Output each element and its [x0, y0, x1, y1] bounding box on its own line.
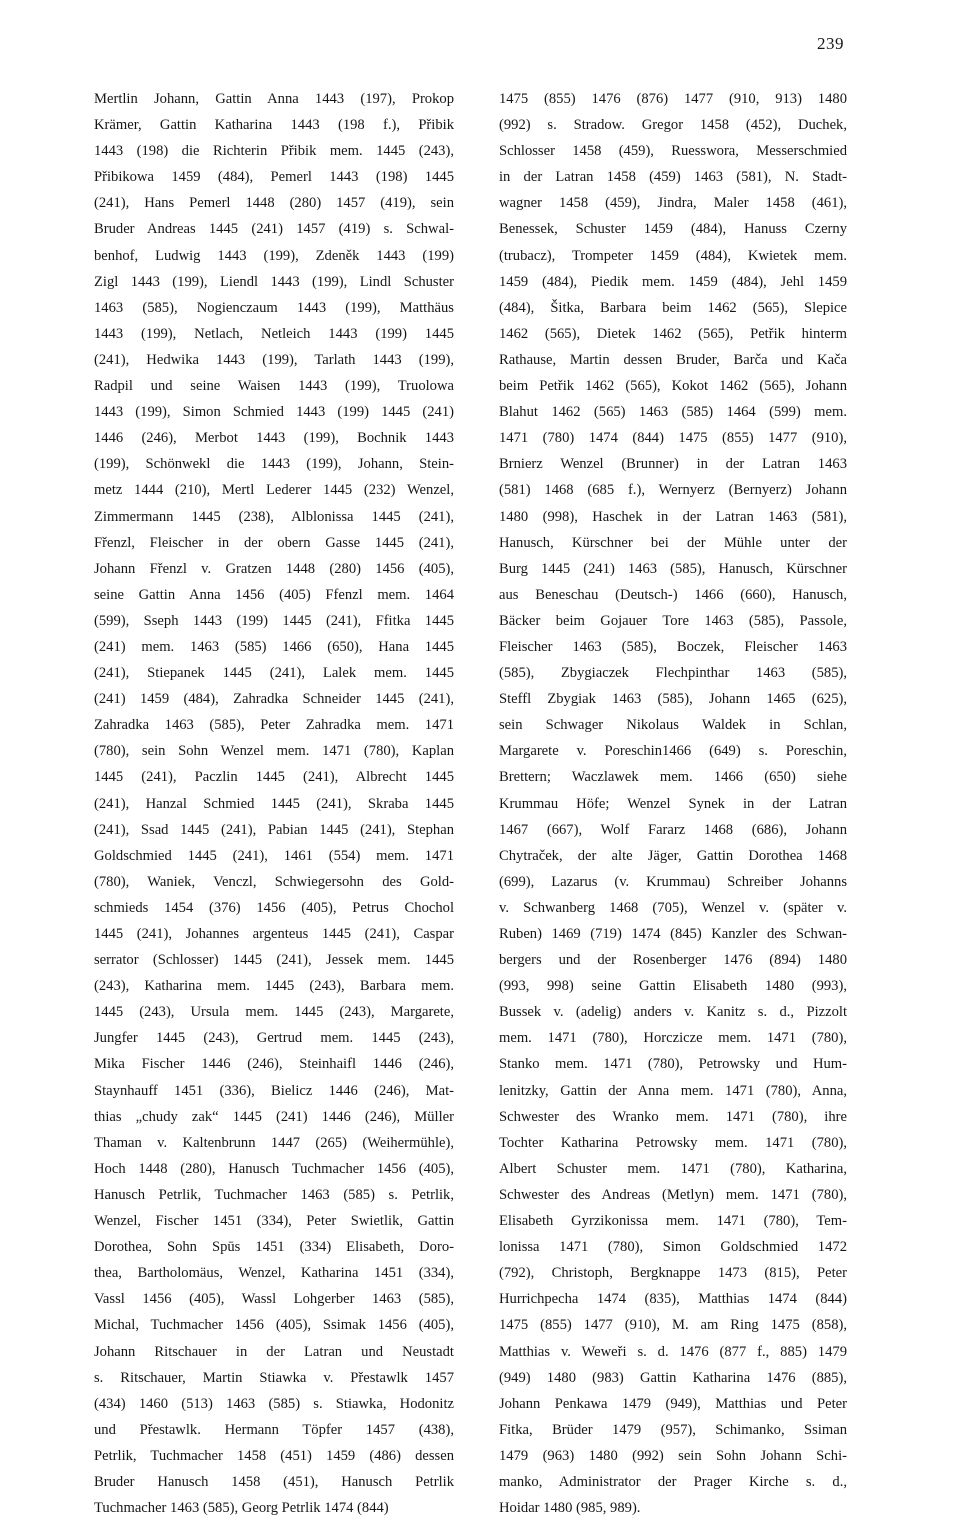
text-line: (243), Katharina mem. 1445 (243), Barbara mem.: [94, 978, 454, 995]
text-line: Ruben) 1469 (719) 1474 (845) Kanzler des Schwan-: [499, 926, 847, 942]
text-line: Radpil und seine Waisen 1443 (199), Truolowa: [94, 378, 454, 395]
text-line: wagner 1458 (459), Jindra, Maler 1458 (461),: [499, 195, 847, 212]
text-line: und Přestawlk. Hermann Töpfer 1457 (438),: [94, 1421, 454, 1438]
text-line: (241), Hanzal Schmied 1445 (241), Skraba 1445: [94, 795, 454, 812]
text-line: Stanko mem. 1471 (780), Petrowsky und Hum-: [499, 1056, 847, 1073]
text-line: Hoidar 1480 (985, 989).: [499, 1500, 641, 1517]
text-line: 1445 (243), Ursula mem. 1445 (243), Margarete,: [94, 1004, 454, 1021]
text-line: Johann Penkawa 1479 (949), Matthias und Peter: [499, 1395, 847, 1412]
text-line: Jungfer 1445 (243), Gertrud mem. 1445 (243),: [94, 1030, 454, 1047]
text-line: Tochter Katharina Petrowsky mem. 1471 (780),: [499, 1134, 847, 1151]
text-line: Bussek v. (adelig) anders v. Kanitz s. d., Pizzolt: [499, 1004, 847, 1021]
text-line: 1459 (484), Piedik mem. 1459 (484), Jehl 1459: [499, 273, 847, 290]
text-line: seine Gattin Anna 1456 (405) Ffenzl mem. 1464: [94, 586, 454, 603]
text-line: 1443 (199), Simon Schmied 1443 (199) 1445 (241): [94, 404, 454, 421]
right-text-column: [499, 86, 847, 1521]
text-line: Blahut 1462 (565) 1463 (585) 1464 (599) mem.: [499, 404, 847, 421]
text-line: Hoch 1448 (280), Hanusch Tuchmacher 1456 (405),: [94, 1160, 454, 1177]
text-line: Bruder Andreas 1445 (241) 1457 (419) s. Schwal-: [94, 221, 454, 238]
text-line: Schwester des Wranko mem. 1471 (780), ihre: [499, 1108, 847, 1125]
text-line: (699), Lazarus (v. Krummau) Schreiber Johanns: [499, 873, 847, 890]
text-line: (780), sein Sohn Wenzel mem. 1471 (780), Kaplan: [94, 743, 454, 760]
text-line: Burg 1445 (241) 1463 (585), Hanusch, Kürschner: [499, 560, 847, 577]
text-line: Schlosser 1458 (459), Ruesswora, Messerschmied: [499, 143, 847, 160]
text-line: (434) 1460 (513) 1463 (585) s. Stiawka, Hodonitz: [94, 1395, 454, 1412]
text-line: sein Schwager Nikolaus Waldek in Schlan,: [499, 717, 847, 734]
text-line: manko, Administrator der Prager Kirche s. d.,: [499, 1473, 847, 1490]
text-line: (241), Ssad 1445 (241), Pabian 1445 (241), Stephan: [94, 821, 454, 838]
text-line: Staynhauff 1451 (336), Bielicz 1446 (246), Mat-: [94, 1082, 454, 1099]
text-line: beim Petřik 1462 (565), Kokot 1462 (565), Johann: [499, 378, 847, 395]
text-line: Mika Fischer 1446 (246), Steinhaifl 1446 (246),: [94, 1056, 454, 1073]
text-line: 1443 (198) die Richterin Přibik mem. 1445 (243),: [94, 143, 454, 160]
text-line: 1475 (855) 1476 (876) 1477 (910, 913) 1480: [499, 91, 847, 107]
left-text-column: [94, 86, 454, 1521]
text-line: Fleischer 1463 (585), Boczek, Fleischer 1463: [499, 638, 847, 655]
text-line: 1462 (565), Dietek 1462 (565), Petřik hinterm: [499, 325, 847, 342]
text-line: 1445 (241), Paczlin 1445 (241), Albrecht 1445: [94, 769, 454, 786]
text-line: Albert Schuster mem. 1471 (780), Katharina,: [499, 1160, 847, 1177]
text-line: 1446 (246), Merbot 1443 (199), Bochnik 1443: [94, 430, 454, 447]
text-line: (199), Schönwekl die 1443 (199), Johann, Stein-: [94, 456, 454, 473]
text-line: bergers und der Rosenberger 1476 (894) 1480: [499, 952, 847, 969]
text-line: Thaman v. Kaltenbrunn 1447 (265) (Weihermühle),: [94, 1134, 454, 1151]
text-line: (241), Stiepanek 1445 (241), Lalek mem. 1445: [94, 665, 454, 682]
text-line: Schwester des Andreas (Metlyn) mem. 1471 (780),: [499, 1186, 847, 1203]
text-line: Dorothea, Sohn Spūs 1451 (334) Elisabeth, Doro-: [94, 1239, 454, 1256]
text-line: Vassl 1456 (405), Wassl Lohgerber 1463 (585),: [94, 1291, 454, 1308]
text-line: Matthias v. Weweři s. d. 1476 (877 f., 885) 1479: [499, 1343, 847, 1360]
text-line: Johann Fřenzl v. Gratzen 1448 (280) 1456 (405),: [94, 560, 454, 577]
text-line: Goldschmied 1445 (241), 1461 (554) mem. 1471: [94, 847, 454, 864]
text-line: (581) 1468 (685 f.), Wernyerz (Bernyerz) Johann: [499, 482, 847, 499]
text-line: Zahradka 1463 (585), Peter Zahradka mem. 1471: [94, 717, 454, 734]
text-line: Michal, Tuchmacher 1456 (405), Ssimak 1456 (405),: [94, 1317, 454, 1334]
text-line: aus Beneschau (Deutsch-) 1466 (660), Hanusch,: [499, 586, 847, 603]
text-line: lonissa 1471 (780), Simon Goldschmied 1472: [499, 1239, 847, 1256]
text-line: (992) s. Stradow. Gregor 1458 (452), Duchek,: [499, 117, 847, 134]
text-line: Zimmermann 1445 (238), Alblonissa 1445 (241),: [94, 508, 454, 525]
text-line: in der Latran 1458 (459) 1463 (581), N. Stadt-: [499, 169, 847, 186]
text-line: 1467 (667), Wolf Fararz 1468 (686), Johann: [499, 821, 847, 838]
text-line: Brnierz Wenzel (Brunner) in der Latran 1463: [499, 456, 847, 473]
text-line: Petrlik, Tuchmacher 1458 (451) 1459 (486) dessen: [94, 1447, 454, 1464]
text-line: thea, Bartholomäus, Wenzel, Katharina 1451 (334),: [94, 1265, 454, 1282]
text-line: (241), Hedwika 1443 (199), Tarlath 1443 (199),: [94, 351, 454, 368]
text-line: Margarete v. Poreschin1466 (649) s. Poreschin,: [499, 743, 847, 760]
text-line: Hanusch, Kürschner bei der Mühle unter der: [499, 534, 847, 551]
text-line: mem. 1471 (780), Horczicze mem. 1471 (780),: [499, 1030, 847, 1047]
text-line: Krämer, Gattin Katharina 1443 (198 f.), Přibik: [94, 117, 454, 134]
text-line: 1463 (585), Nogienczaum 1443 (199), Matthäus: [94, 299, 454, 316]
text-line: schmieds 1454 (376) 1456 (405), Petrus Chochol: [94, 899, 454, 916]
text-line: (484), Šitka, Barbara beim 1462 (565), Slepice: [499, 299, 847, 316]
text-line: 1445 (241), Johannes argenteus 1445 (241), Caspar: [94, 926, 454, 942]
text-line: (241), Hans Pemerl 1448 (280) 1457 (419), sein: [94, 195, 454, 212]
text-line: Fitka, Brüder 1479 (957), Schimanko, Ssiman: [499, 1421, 847, 1438]
text-line: (993, 998) seine Gattin Elisabeth 1480 (993),: [499, 978, 847, 995]
page-number: 239: [817, 34, 844, 53]
text-line: (585), Zbygiaczek Flechpinthar 1463 (585),: [499, 665, 847, 682]
text-line: serrator (Schlosser) 1445 (241), Jessek mem. 1445: [94, 952, 454, 969]
text-line: 1475 (855) 1477 (910), M. am Ring 1475 (858),: [499, 1317, 847, 1334]
text-line: 1471 (780) 1474 (844) 1475 (855) 1477 (910),: [499, 430, 847, 447]
text-line: Fřenzl, Fleischer in der obern Gasse 1445 (241),: [94, 534, 454, 551]
text-line: 1480 (998), Haschek in der Latran 1463 (581),: [499, 508, 847, 525]
text-line: (241) 1459 (484), Zahradka Schneider 1445 (241),: [94, 691, 454, 708]
text-line: Brettern; Waczlawek mem. 1466 (650) siehe: [499, 769, 847, 786]
text-line: thias „chudy zak“ 1445 (241) 1446 (246), Müller: [94, 1108, 454, 1125]
text-line: Steffl Zbygiak 1463 (585), Johann 1465 (625),: [499, 691, 847, 708]
text-line: Bäcker beim Gojauer Tore 1463 (585), Passole,: [499, 612, 847, 629]
text-line: 1479 (963) 1480 (992) sein Sohn Johann Schi-: [499, 1447, 847, 1464]
text-line: (792), Christoph, Bergknappe 1473 (815), Peter: [499, 1265, 847, 1282]
text-line: (949) 1480 (983) Gattin Katharina 1476 (885),: [499, 1369, 847, 1386]
text-line: lenitzky, Gattin der Anna mem. 1471 (780), Anna,: [499, 1082, 847, 1099]
text-line: Hanusch Petrlik, Tuchmacher 1463 (585) s. Petrlik,: [94, 1186, 454, 1203]
text-line: 1443 (199), Netlach, Netleich 1443 (199) 1445: [94, 325, 454, 342]
text-line: Wenzel, Fischer 1451 (334), Peter Swietlik, Gattin: [94, 1213, 454, 1230]
text-line: Rathause, Martin dessen Bruder, Barča und Kača: [499, 351, 847, 368]
text-line: (trubacz), Trompeter 1459 (484), Kwietek mem.: [499, 247, 847, 264]
text-line: Elisabeth Gyrzikonissa mem. 1471 (780), Tem-: [499, 1213, 847, 1230]
text-line: Chytraček, der alte Jäger, Gattin Dorothea 1468: [499, 847, 847, 864]
text-line: Krummau Höfe; Wenzel Synek in der Latran: [499, 795, 847, 812]
text-line: Tuchmacher 1463 (585), Georg Petrlik 1474 (844): [94, 1500, 389, 1517]
text-line: Bruder Hanusch 1458 (451), Hanusch Petrlik: [94, 1473, 454, 1490]
text-line: Benessek, Schuster 1459 (484), Hanuss Czerny: [499, 221, 847, 238]
text-line: Mertlin Johann, Gattin Anna 1443 (197), Prokop: [94, 91, 454, 107]
text-line: Zigl 1443 (199), Liendl 1443 (199), Lindl Schuster: [94, 273, 454, 290]
text-line: (599), Sseph 1443 (199) 1445 (241), Ffitka 1445: [94, 612, 454, 629]
text-line: Přibikowa 1459 (484), Pemerl 1443 (198) 1445: [94, 169, 454, 186]
text-line: (780), Waniek, Venczl, Schwiegersohn des Gold-: [94, 873, 454, 890]
text-line: Johann Ritschauer in der Latran und Neustadt: [94, 1343, 454, 1360]
text-line: Hurrichpecha 1474 (835), Matthias 1474 (844): [499, 1291, 847, 1308]
text-line: s. Ritschauer, Martin Stiawka v. Přestawlk 1457: [94, 1369, 454, 1386]
text-line: metz 1444 (210), Mertl Lederer 1445 (232) Wenzel,: [94, 482, 454, 499]
text-line: (241) mem. 1463 (585) 1466 (650), Hana 1445: [94, 638, 454, 655]
text-line: benhof, Ludwig 1443 (199), Zdeněk 1443 (199): [94, 247, 454, 264]
text-line: v. Schwanberg 1468 (705), Wenzel v. (später v.: [499, 899, 847, 916]
